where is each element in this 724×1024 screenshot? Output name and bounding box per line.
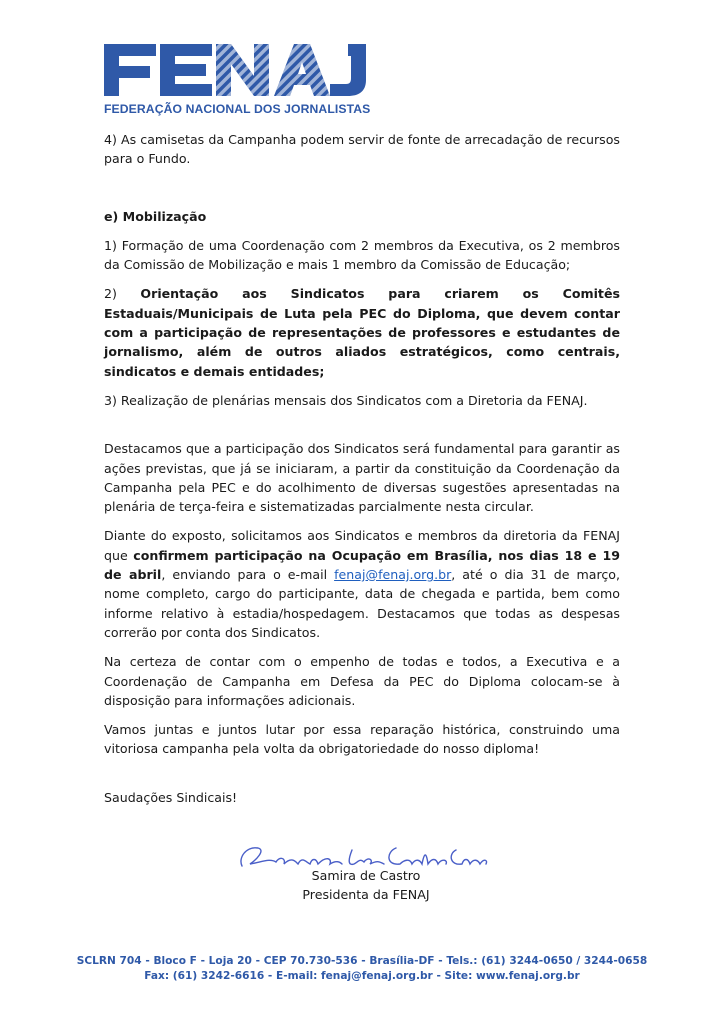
diante-part-d: , até o dia 31 de março, nome completo, cargo do participante, data de chegada e partida, bem como informe relativo à estadia/hospedagem. Destacamos que todas as despesas correrão por conta dos Sindicatos. — [104, 567, 620, 640]
paragraph-destacamos: Destacamos que a participação dos Sindicatos será fundamental para garantir as ações previstas, que já se iniciaram, a partir da constituição da Coordenação da Campanha pela PEC e do acolhimento de diversas sugestões apresentadas na plenária de terça-feira e sistematizadas parcialmente nesta circular. — [104, 441, 620, 515]
paragraph-camisetas: 4) As camisetas da Campanha podem servir de fonte de arrecadação de recursos para o Fundo. — [104, 132, 620, 167]
section-title-text: e) Mobilização — [104, 208, 207, 224]
logo-subtitle: FEDERAÇÃO NACIONAL DOS JORNALISTAS — [104, 102, 371, 116]
fenaj-logo — [104, 40, 370, 120]
paragraph-certeza: Na certeza de contar com o empenho de todas e todos, a Executiva e a Coordenação de Campanha em Defesa da PEC do Diploma colocam-se à disposição para informações adicionais. — [104, 654, 620, 708]
paragraph-item-2 — [104, 284, 620, 380]
diante-part-c: , enviando para o e-mail — [161, 567, 335, 583]
paragraph-item-1: 1) Formação de uma Coordenação com 2 membros da Executiva, os 2 membros da Comissão de Mobilização e mais 1 membro da Comissão de Educação; — [104, 237, 620, 273]
paragraph-item-3: 3) Realização de plenárias mensais dos Sindicatos com a Diretoria da FENAJ. — [104, 392, 588, 408]
diante-bold: confirmem participação na Ocupação em Brasília, nos dias 18 e 19 de abril — [104, 547, 620, 583]
item-2-bold: Orientação aos Sindicatos para criarem os Comitês Estaduais/Municipais de Luta pela PEC do Diploma, que devem contar com a participação de representações de professores e estudantes de jornalismo, além de outros aliados estratégicos, como centrais, sindicatos e demais entidades; — [104, 286, 620, 379]
diante-part-a: Diante do exposto, solicitamos aos Sindicatos e membros da diretoria da FENAJ que — [104, 528, 620, 563]
section-title — [104, 207, 620, 226]
email-link[interactable]: fenaj@fenaj.org.br — [334, 567, 452, 583]
letter-body — [104, 130, 620, 807]
paragraph-vamos: Vamos juntas e juntos lutar por essa reparação histórica, construindo uma vitoriosa campanha pela volta da obrigatoriedade do nosso diploma! — [104, 722, 620, 757]
paragraph-diante — [104, 526, 620, 642]
item-2-prefix: 2) — [104, 286, 141, 302]
footer-address: SCLRN 704 - Bloco F - Loja 20 - CEP 70.730-536 - Brasília-DF - Tels.: (61) 3244-0650 / 3244-0658 — [76, 955, 648, 967]
signatory-role: Presidenta da FENAJ — [302, 887, 430, 902]
footer-contacts: Fax: (61) 3242-6616 - E-mail: fenaj@fenaj.org.br - Site: www.fenaj.org.br — [144, 970, 580, 982]
fenaj-logo-mark — [104, 40, 370, 100]
signatory-name: Samira de Castro — [311, 868, 421, 883]
closing-greeting: Saudações Sindicais! — [104, 789, 238, 805]
